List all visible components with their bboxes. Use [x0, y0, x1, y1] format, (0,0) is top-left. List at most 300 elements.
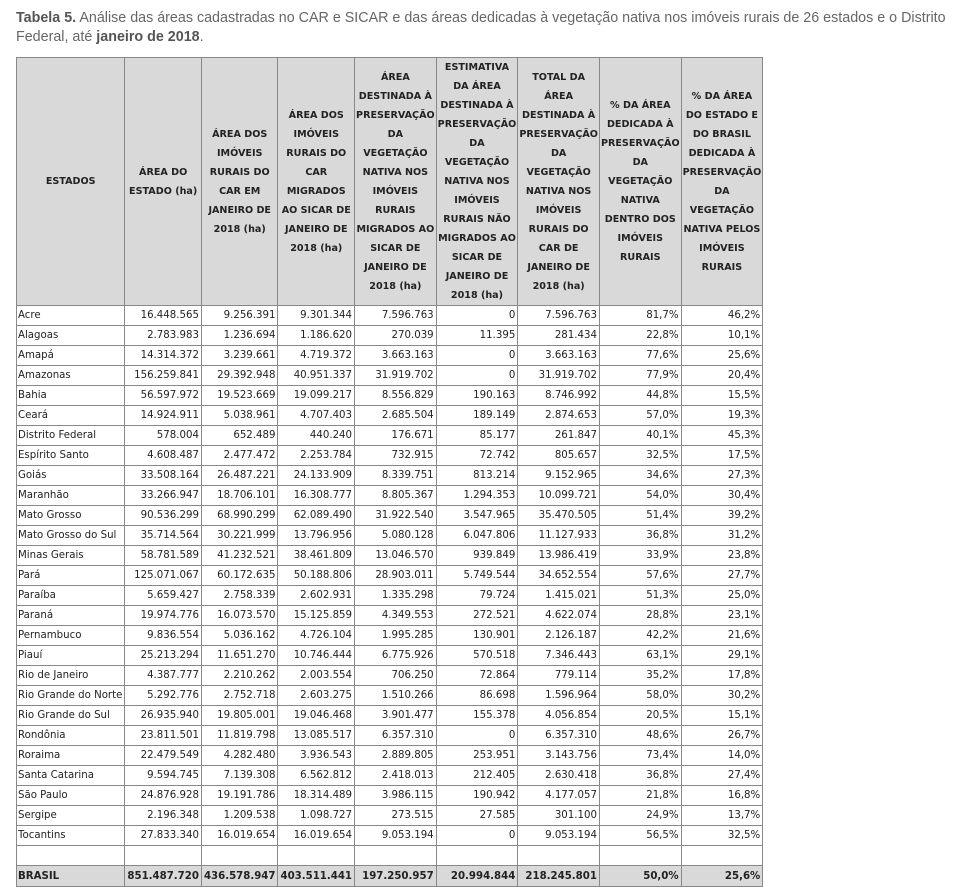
- state-name-cell: Mato Grosso: [17, 506, 125, 526]
- state-name-cell: Ceará: [17, 406, 125, 426]
- table-row: [17, 746, 763, 766]
- value-cell: 40.951.337: [278, 366, 355, 386]
- table-row: [17, 326, 763, 346]
- value-cell: 11.127.933: [518, 526, 600, 546]
- value-cell: 26,7%: [681, 726, 763, 746]
- value-cell: 7.346.443: [518, 646, 600, 666]
- table-body: [17, 306, 763, 887]
- value-cell: 9.152.965: [518, 466, 600, 486]
- state-name-cell: Paraná: [17, 606, 125, 626]
- value-cell: 4.349.553: [355, 606, 437, 626]
- value-cell: 32,5%: [599, 446, 681, 466]
- value-cell: 2.477.472: [201, 446, 278, 466]
- value-cell: 40,1%: [599, 426, 681, 446]
- value-cell: 26.935.940: [125, 706, 202, 726]
- value-cell: 2.752.718: [201, 686, 278, 706]
- value-cell: 1.415.021: [518, 586, 600, 606]
- value-cell: 17,8%: [681, 666, 763, 686]
- value-cell: 130.901: [436, 626, 518, 646]
- state-name-cell: Sergipe: [17, 806, 125, 826]
- value-cell: 90.536.299: [125, 506, 202, 526]
- value-cell: 813.214: [436, 466, 518, 486]
- value-cell: 19.974.776: [125, 606, 202, 626]
- value-cell: 25,6%: [681, 346, 763, 366]
- table-row: [17, 566, 763, 586]
- table-row: [17, 426, 763, 446]
- state-name-cell: Tocantins: [17, 826, 125, 846]
- value-cell: 26.487.221: [201, 466, 278, 486]
- value-cell: 73,4%: [599, 746, 681, 766]
- state-name-cell: Distrito Federal: [17, 426, 125, 446]
- value-cell: 10.099.721: [518, 486, 600, 506]
- value-cell: 3.901.477: [355, 706, 437, 726]
- value-cell: 72.742: [436, 446, 518, 466]
- spacer-row: [17, 846, 763, 866]
- table-row: [17, 366, 763, 386]
- value-cell: 30.221.999: [201, 526, 278, 546]
- value-cell: 27,7%: [681, 566, 763, 586]
- table-row: [17, 446, 763, 466]
- value-cell: 8.339.751: [355, 466, 437, 486]
- value-cell: 35.470.505: [518, 506, 600, 526]
- state-name-cell: Amapá: [17, 346, 125, 366]
- value-cell: 39,2%: [681, 506, 763, 526]
- value-cell: 1.335.298: [355, 586, 437, 606]
- value-cell: 440.240: [278, 426, 355, 446]
- value-cell: 212.405: [436, 766, 518, 786]
- value-cell: 30,2%: [681, 686, 763, 706]
- value-cell: 4.622.074: [518, 606, 600, 626]
- value-cell: 939.849: [436, 546, 518, 566]
- value-cell: 13.986.419: [518, 546, 600, 566]
- value-cell: 44,8%: [599, 386, 681, 406]
- value-cell: 45,3%: [681, 426, 763, 446]
- table-row: [17, 826, 763, 846]
- value-cell: 51,4%: [599, 506, 681, 526]
- value-cell: 1.294.353: [436, 486, 518, 506]
- value-cell: 16.019.654: [201, 826, 278, 846]
- value-cell: 2.630.418: [518, 766, 600, 786]
- value-cell: 24,9%: [599, 806, 681, 826]
- value-cell: 63,1%: [599, 646, 681, 666]
- value-cell: 3.547.965: [436, 506, 518, 526]
- value-cell: 38.461.809: [278, 546, 355, 566]
- value-cell: 85.177: [436, 426, 518, 446]
- empty-cell: [599, 846, 681, 866]
- value-cell: 4.719.372: [278, 346, 355, 366]
- state-name-cell: Rio de Janeiro: [17, 666, 125, 686]
- table-row: [17, 786, 763, 806]
- value-cell: 0: [436, 726, 518, 746]
- value-cell: 32,5%: [681, 826, 763, 846]
- table-row: [17, 686, 763, 706]
- value-cell: 6.357.310: [355, 726, 437, 746]
- value-cell: 2.003.554: [278, 666, 355, 686]
- value-cell: 0: [436, 306, 518, 326]
- value-cell: 301.100: [518, 806, 600, 826]
- value-cell: 29,1%: [681, 646, 763, 666]
- value-cell: 578.004: [125, 426, 202, 446]
- value-cell: 176.671: [355, 426, 437, 446]
- value-cell: 34,6%: [599, 466, 681, 486]
- value-cell: 56,5%: [599, 826, 681, 846]
- value-cell: 3.936.543: [278, 746, 355, 766]
- header-cell: % DA ÁREA DEDICADA À PRESERVAÇÃO DA VEGETAÇÃO NATIVA DENTRO DOS IMÓVEIS RURAIS: [599, 58, 681, 306]
- value-cell: 1.510.266: [355, 686, 437, 706]
- value-cell: 3.986.115: [355, 786, 437, 806]
- value-cell: 22.479.549: [125, 746, 202, 766]
- header-cell: ÁREA DESTINADA À PRESERVAÇÃO DA VEGETAÇÃO NATIVA NOS IMÓVEIS RURAIS MIGRADOS AO SICAR DE JANEIRO DE 2018 (ha): [355, 58, 437, 306]
- caption-date: janeiro de 2018: [96, 29, 200, 45]
- value-cell: 2.253.784: [278, 446, 355, 466]
- state-name-cell: Alagoas: [17, 326, 125, 346]
- value-cell: 31.919.702: [355, 366, 437, 386]
- value-cell: 5.749.544: [436, 566, 518, 586]
- state-name-cell: Minas Gerais: [17, 546, 125, 566]
- value-cell: 253.951: [436, 746, 518, 766]
- table-row: [17, 306, 763, 326]
- value-cell: 5.292.776: [125, 686, 202, 706]
- value-cell: 6.775.926: [355, 646, 437, 666]
- value-cell: 5.080.128: [355, 526, 437, 546]
- value-cell: 281.434: [518, 326, 600, 346]
- total-row: [17, 866, 763, 887]
- header-cell: ÁREA DOS IMÓVEIS RURAIS DO CAR EM JANEIRO DE 2018 (ha): [201, 58, 278, 306]
- table-row: [17, 606, 763, 626]
- value-cell: 9.836.554: [125, 626, 202, 646]
- value-cell: 1.186.620: [278, 326, 355, 346]
- value-cell: 9.053.194: [355, 826, 437, 846]
- value-cell: 4.056.854: [518, 706, 600, 726]
- value-cell: 1.995.285: [355, 626, 437, 646]
- value-cell: 6.562.812: [278, 766, 355, 786]
- value-cell: 68.990.299: [201, 506, 278, 526]
- value-cell: 86.698: [436, 686, 518, 706]
- value-cell: 25.213.294: [125, 646, 202, 666]
- header-cell: ESTIMATIVA DA ÁREA DESTINADA À PRESERVAÇÃO DA VEGETAÇÃO NATIVA NOS IMÓVEIS RURAIS NÃO MIGRADOS AO SICAR DE JANEIRO DE 2018 (ha): [436, 58, 518, 306]
- value-cell: 31.922.540: [355, 506, 437, 526]
- header-cell: ÁREA DOS IMÓVEIS RURAIS DO CAR MIGRADOS AO SICAR DE JANEIRO DE 2018 (ha): [278, 58, 355, 306]
- value-cell: 29.392.948: [201, 366, 278, 386]
- value-cell: 77,6%: [599, 346, 681, 366]
- value-cell: 19.805.001: [201, 706, 278, 726]
- value-cell: 7.596.763: [355, 306, 437, 326]
- value-cell: 1.098.727: [278, 806, 355, 826]
- value-cell: 270.039: [355, 326, 437, 346]
- value-cell: 2.418.013: [355, 766, 437, 786]
- header-cell: ÁREA DO ESTADO (ha): [125, 58, 202, 306]
- value-cell: 25,0%: [681, 586, 763, 606]
- value-cell: 4.387.777: [125, 666, 202, 686]
- value-cell: 30,4%: [681, 486, 763, 506]
- empty-cell: [355, 846, 437, 866]
- state-name-cell: Maranhão: [17, 486, 125, 506]
- value-cell: 2.603.275: [278, 686, 355, 706]
- value-cell: 50,0%: [599, 866, 681, 887]
- value-cell: 218.245.801: [518, 866, 600, 887]
- value-cell: 27,4%: [681, 766, 763, 786]
- value-cell: 10,1%: [681, 326, 763, 346]
- value-cell: 125.071.067: [125, 566, 202, 586]
- value-cell: 72.864: [436, 666, 518, 686]
- value-cell: 2.602.931: [278, 586, 355, 606]
- value-cell: 0: [436, 826, 518, 846]
- value-cell: 31.919.702: [518, 366, 600, 386]
- value-cell: 1.236.694: [201, 326, 278, 346]
- caption-end: .: [199, 29, 204, 45]
- value-cell: 60.172.635: [201, 566, 278, 586]
- value-cell: 190.942: [436, 786, 518, 806]
- value-cell: 51,3%: [599, 586, 681, 606]
- table-row: [17, 526, 763, 546]
- value-cell: 35.714.564: [125, 526, 202, 546]
- value-cell: 23.811.501: [125, 726, 202, 746]
- value-cell: 33.508.164: [125, 466, 202, 486]
- value-cell: 79.724: [436, 586, 518, 606]
- value-cell: 19.523.669: [201, 386, 278, 406]
- value-cell: 805.657: [518, 446, 600, 466]
- value-cell: 189.149: [436, 406, 518, 426]
- value-cell: 19.099.217: [278, 386, 355, 406]
- value-cell: 1.209.538: [201, 806, 278, 826]
- value-cell: 27.585: [436, 806, 518, 826]
- value-cell: 19.191.786: [201, 786, 278, 806]
- value-cell: 13.046.570: [355, 546, 437, 566]
- value-cell: 8.805.367: [355, 486, 437, 506]
- value-cell: 33.266.947: [125, 486, 202, 506]
- value-cell: 50.188.806: [278, 566, 355, 586]
- value-cell: 57,0%: [599, 406, 681, 426]
- table-row: [17, 586, 763, 606]
- value-cell: 9.301.344: [278, 306, 355, 326]
- state-name-cell: Bahia: [17, 386, 125, 406]
- value-cell: 33,9%: [599, 546, 681, 566]
- value-cell: 2.758.339: [201, 586, 278, 606]
- empty-cell: [436, 846, 518, 866]
- table-row: [17, 646, 763, 666]
- value-cell: 2.210.262: [201, 666, 278, 686]
- value-cell: 13,7%: [681, 806, 763, 826]
- value-cell: 11.395: [436, 326, 518, 346]
- value-cell: 14.314.372: [125, 346, 202, 366]
- value-cell: 2.685.504: [355, 406, 437, 426]
- value-cell: 1.596.964: [518, 686, 600, 706]
- empty-cell: [518, 846, 600, 866]
- header-cell: % DA ÁREA DO ESTADO E DO BRASIL DEDICADA À PRESERVAÇÃO DA VEGETAÇÃO NATIVA PELOS IMÓVEIS RURAIS: [681, 58, 763, 306]
- header-cell: ESTADOS: [17, 58, 125, 306]
- value-cell: 41.232.521: [201, 546, 278, 566]
- value-cell: 6.357.310: [518, 726, 600, 746]
- state-name-cell: Pernambuco: [17, 626, 125, 646]
- value-cell: 34.652.554: [518, 566, 600, 586]
- value-cell: 16.073.570: [201, 606, 278, 626]
- value-cell: 14.924.911: [125, 406, 202, 426]
- value-cell: 13.796.956: [278, 526, 355, 546]
- value-cell: 570.518: [436, 646, 518, 666]
- value-cell: 3.663.163: [355, 346, 437, 366]
- value-cell: 7.596.763: [518, 306, 600, 326]
- state-name-cell: Espírito Santo: [17, 446, 125, 466]
- value-cell: 2.889.805: [355, 746, 437, 766]
- state-name-cell: Santa Catarina: [17, 766, 125, 786]
- state-name-cell: Rondônia: [17, 726, 125, 746]
- value-cell: 197.250.957: [355, 866, 437, 887]
- value-cell: 4.282.480: [201, 746, 278, 766]
- value-cell: 16.448.565: [125, 306, 202, 326]
- value-cell: 261.847: [518, 426, 600, 446]
- value-cell: 16.019.654: [278, 826, 355, 846]
- value-cell: 4.707.403: [278, 406, 355, 426]
- table-row: [17, 346, 763, 366]
- value-cell: 4.177.057: [518, 786, 600, 806]
- empty-cell: [17, 846, 125, 866]
- value-cell: 31,2%: [681, 526, 763, 546]
- value-cell: 3.663.163: [518, 346, 600, 366]
- value-cell: 58,0%: [599, 686, 681, 706]
- empty-cell: [201, 846, 278, 866]
- empty-cell: [278, 846, 355, 866]
- state-name-cell: Goiás: [17, 466, 125, 486]
- value-cell: 20,5%: [599, 706, 681, 726]
- header-cell: TOTAL DA ÁREA DESTINADA À PRESERVAÇÃO DA VEGETAÇÃO NATIVA NOS IMÓVEIS RURAIS DO CAR DE JANEIRO DE 2018 (ha): [518, 58, 600, 306]
- value-cell: 7.139.308: [201, 766, 278, 786]
- value-cell: 56.597.972: [125, 386, 202, 406]
- state-name-cell: Piauí: [17, 646, 125, 666]
- table-row: [17, 806, 763, 826]
- value-cell: 5.038.961: [201, 406, 278, 426]
- value-cell: 62.089.490: [278, 506, 355, 526]
- state-name-cell: Roraima: [17, 746, 125, 766]
- value-cell: 15.125.859: [278, 606, 355, 626]
- state-name-cell: Acre: [17, 306, 125, 326]
- value-cell: 15,1%: [681, 706, 763, 726]
- value-cell: 77,9%: [599, 366, 681, 386]
- value-cell: 4.726.104: [278, 626, 355, 646]
- value-cell: 155.378: [436, 706, 518, 726]
- table-row: [17, 666, 763, 686]
- value-cell: 156.259.841: [125, 366, 202, 386]
- table-row: [17, 626, 763, 646]
- value-cell: 11.651.270: [201, 646, 278, 666]
- value-cell: 48,6%: [599, 726, 681, 746]
- value-cell: 2.874.653: [518, 406, 600, 426]
- table-row: [17, 466, 763, 486]
- state-name-cell: Mato Grosso do Sul: [17, 526, 125, 546]
- value-cell: 272.521: [436, 606, 518, 626]
- table-row: [17, 506, 763, 526]
- table-row: [17, 726, 763, 746]
- value-cell: 652.489: [201, 426, 278, 446]
- value-cell: 15,5%: [681, 386, 763, 406]
- value-cell: 27.833.340: [125, 826, 202, 846]
- value-cell: 4.608.487: [125, 446, 202, 466]
- state-name-cell: Rio Grande do Sul: [17, 706, 125, 726]
- value-cell: 22,8%: [599, 326, 681, 346]
- value-cell: 24.133.909: [278, 466, 355, 486]
- value-cell: 9.594.745: [125, 766, 202, 786]
- value-cell: 46,2%: [681, 306, 763, 326]
- value-cell: 21,6%: [681, 626, 763, 646]
- value-cell: 436.578.947: [201, 866, 278, 887]
- state-name-cell: Rio Grande do Norte: [17, 686, 125, 706]
- value-cell: 19.046.468: [278, 706, 355, 726]
- value-cell: 27,3%: [681, 466, 763, 486]
- state-name-cell: São Paulo: [17, 786, 125, 806]
- value-cell: 28,8%: [599, 606, 681, 626]
- state-name-cell: Paraíba: [17, 586, 125, 606]
- value-cell: 20,4%: [681, 366, 763, 386]
- value-cell: 18.706.101: [201, 486, 278, 506]
- value-cell: 8.556.829: [355, 386, 437, 406]
- value-cell: 25,6%: [681, 866, 763, 887]
- value-cell: 36,8%: [599, 766, 681, 786]
- value-cell: 5.659.427: [125, 586, 202, 606]
- value-cell: 732.915: [355, 446, 437, 466]
- value-cell: 54,0%: [599, 486, 681, 506]
- value-cell: 36,8%: [599, 526, 681, 546]
- state-name-cell: BRASIL: [17, 866, 125, 887]
- table-caption: [16, 9, 956, 47]
- value-cell: 190.163: [436, 386, 518, 406]
- value-cell: 2.196.348: [125, 806, 202, 826]
- value-cell: 23,8%: [681, 546, 763, 566]
- state-name-cell: Pará: [17, 566, 125, 586]
- value-cell: 2.126.187: [518, 626, 600, 646]
- table-row: [17, 706, 763, 726]
- value-cell: 35,2%: [599, 666, 681, 686]
- value-cell: 57,6%: [599, 566, 681, 586]
- empty-cell: [681, 846, 763, 866]
- value-cell: 16,8%: [681, 786, 763, 806]
- caption-text: Análise das áreas cadastradas no CAR e SICAR e das áreas dedicadas à vegetação nativa nos imóveis rurais de 26 estados e o Distrito Federal, até: [16, 10, 946, 45]
- value-cell: 10.746.444: [278, 646, 355, 666]
- value-cell: 403.511.441: [278, 866, 355, 887]
- value-cell: 81,7%: [599, 306, 681, 326]
- value-cell: 28.903.011: [355, 566, 437, 586]
- value-cell: 20.994.844: [436, 866, 518, 887]
- value-cell: 779.114: [518, 666, 600, 686]
- value-cell: 17,5%: [681, 446, 763, 466]
- value-cell: 16.308.777: [278, 486, 355, 506]
- value-cell: 21,8%: [599, 786, 681, 806]
- value-cell: 5.036.162: [201, 626, 278, 646]
- value-cell: 9.053.194: [518, 826, 600, 846]
- table-row: [17, 486, 763, 506]
- value-cell: 42,2%: [599, 626, 681, 646]
- value-cell: 3.143.756: [518, 746, 600, 766]
- value-cell: 2.783.983: [125, 326, 202, 346]
- value-cell: 23,1%: [681, 606, 763, 626]
- value-cell: 18.314.489: [278, 786, 355, 806]
- header-row: [17, 58, 763, 306]
- value-cell: 706.250: [355, 666, 437, 686]
- value-cell: 6.047.806: [436, 526, 518, 546]
- value-cell: 11.819.798: [201, 726, 278, 746]
- value-cell: 13.085.517: [278, 726, 355, 746]
- table-row: [17, 766, 763, 786]
- value-cell: 24.876.928: [125, 786, 202, 806]
- value-cell: 19,3%: [681, 406, 763, 426]
- table-row: [17, 546, 763, 566]
- value-cell: 3.239.661: [201, 346, 278, 366]
- caption-label: Tabela 5.: [16, 10, 77, 26]
- table-row: [17, 386, 763, 406]
- value-cell: 58.781.589: [125, 546, 202, 566]
- data-table: [16, 57, 763, 887]
- value-cell: 9.256.391: [201, 306, 278, 326]
- value-cell: 273.515: [355, 806, 437, 826]
- table-row: [17, 406, 763, 426]
